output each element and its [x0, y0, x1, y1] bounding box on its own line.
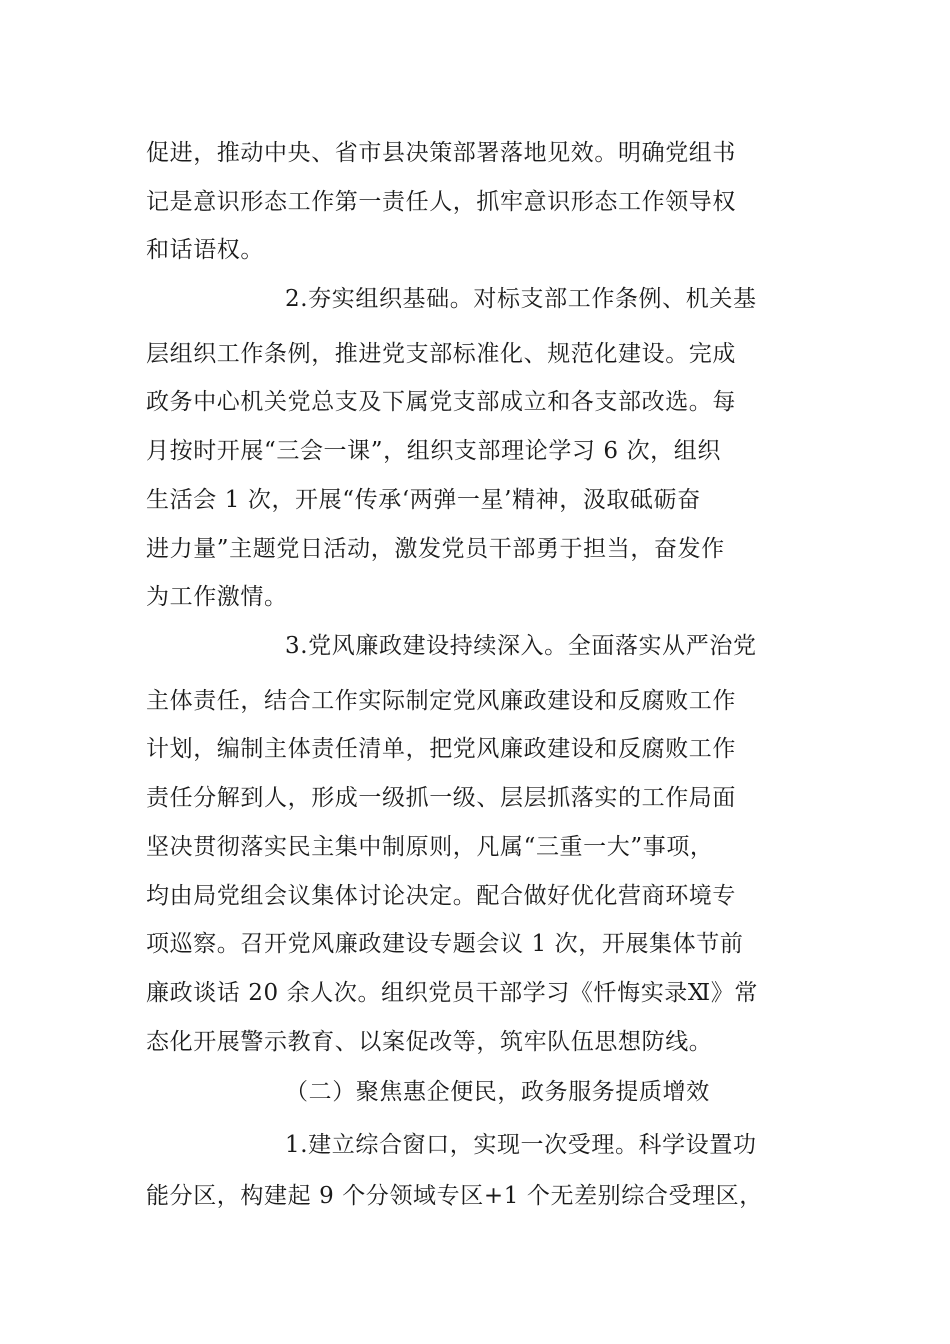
text-line: 坚决贯彻落实民主集中制原则，凡属“三重一大”事项， [146, 834, 714, 860]
text-line: 项巡察。召开党风廉政建设专题会议 1 次，开展集体节前 [146, 931, 744, 957]
text-line: 能分区，构建起 9 个分领域专区+1 个无差别综合受理区， [146, 1183, 763, 1209]
paragraph-start-line: 3.党风廉政建设持续深入。全面落实从严治党 [285, 633, 757, 659]
section-heading: （二）聚焦惠企便民，政务服务提质增效 [285, 1079, 710, 1105]
text-line: 记是意识形态工作第一责任人，抓牢意识形态工作领导权 [146, 189, 736, 215]
text-line: 促进，推动中央、省市县决策部署落地见效。明确党组书 [146, 140, 736, 166]
text-line: 均由局党组会议集体讨论决定。配合做好优化营商环境专 [146, 883, 736, 909]
text-line: 政务中心机关党总支及下属党支部成立和各支部改选。每 [146, 389, 736, 415]
text-line: 责任分解到人，形成一级抓一级、层层抓落实的工作局面 [146, 785, 736, 811]
text-line: 月按时开展“三会一课”，组织支部理论学习 6 次，组织 [146, 438, 721, 464]
text-line: 进力量”主题党日活动，激发党员干部勇于担当，奋发作 [146, 536, 725, 562]
paragraph-start-line: 1.建立综合窗口，实现一次受理。科学设置功 [285, 1132, 757, 1158]
text-line: 为工作激情。 [146, 584, 288, 610]
text-line: 主体责任，结合工作实际制定党风廉政建设和反腐败工作 [146, 688, 736, 714]
text-line: 廉政谈话 20 余人次。组织党员干部学习《忏悔实录Ⅺ》常 [146, 980, 758, 1006]
text-line: 层组织工作条例，推进党支部标准化、规范化建设。完成 [146, 341, 736, 367]
text-line: 态化开展警示教育、以案促改等，筑牢队伍思想防线。 [146, 1029, 713, 1055]
text-line: 和话语权。 [146, 237, 264, 263]
text-line: 生活会 1 次，开展“传承‘两弹一星’精神，汲取砥砺奋 [146, 487, 701, 513]
paragraph-start-line: 2.夯实组织基础。对标支部工作条例、机关基 [285, 286, 757, 312]
text-line: 计划，编制主体责任清单，把党风廉政建设和反腐败工作 [146, 736, 736, 762]
